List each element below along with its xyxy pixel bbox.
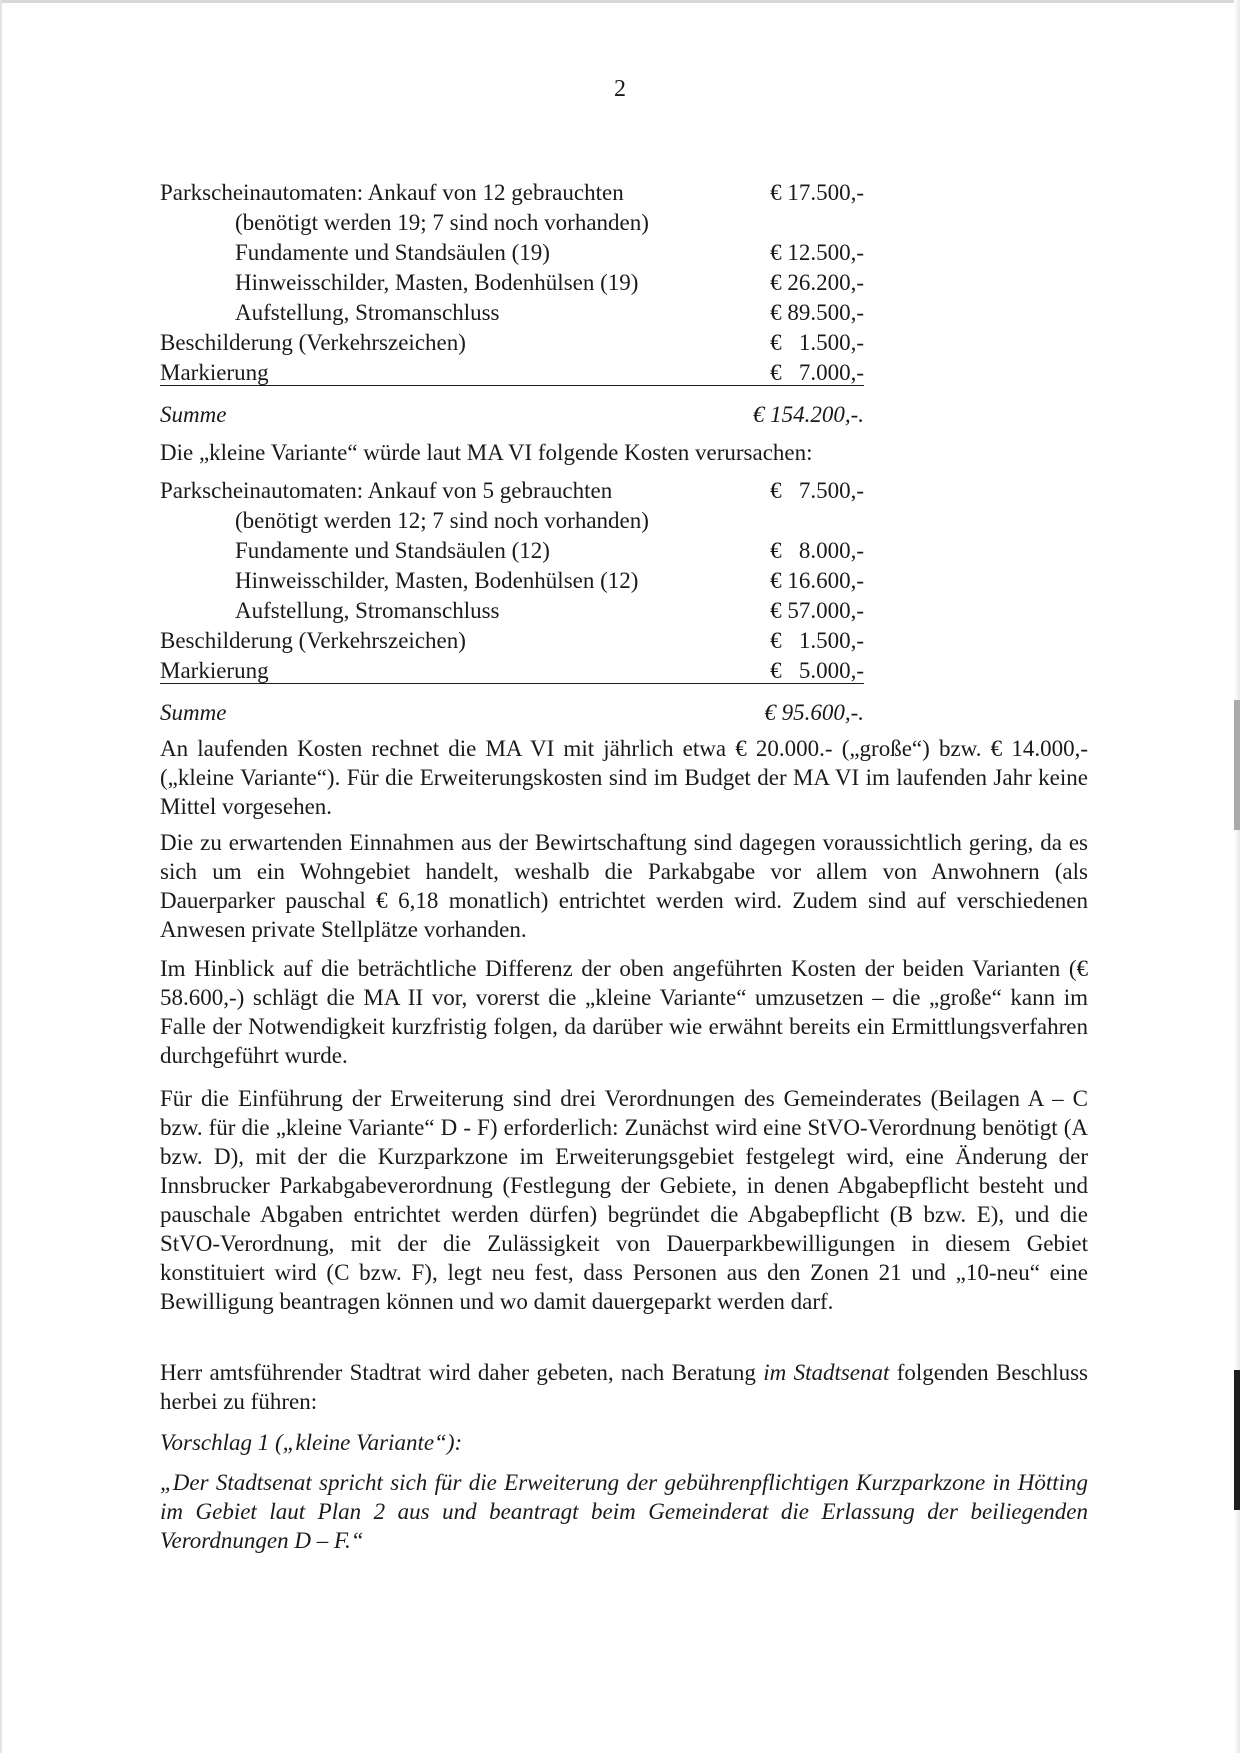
- cost-amount: € 1.500,-: [770, 330, 864, 355]
- cost-amount: € 16.600,-: [770, 568, 864, 593]
- cost-row: [160, 298, 864, 328]
- cost-amount: € 1.500,-: [770, 628, 864, 653]
- paragraph-ordinances: Für die Einführung der Erweiterung sind drei Verordnungen des Gemeinderates (Beilagen A – C bzw. für die „kleine Variante“ D - F) erforderlich: Zunächst wird eine StVO-Verordnung benötigt (A bzw. D), mit der die Kurzparkzone im Erweiterungsgebiet festgelegt wird, eine Änderung der Innsbrucker Parkabgabeverordnung (Festlegung der Gebiete, in denen Abgabepflicht besteht und pauschale Abgaben entrichtet werden dürfen) begründet die Abgabepflicht (B bzw. E), und die StVO-Verordnung, mit der die Zulässigkeit von Dauerparkbewilligungen in diesem Gebiet konstituiert wird (C bzw. F), legt neu fest, dass Personen aus den Zonen 21 und „10-neu“ eine Bewilligung beantragen können und wo damit dauergeparkt werden darf.: [160, 1086, 1088, 1314]
- cost-amount: € 26.200,-: [770, 270, 864, 295]
- paragraph-request: [160, 1358, 1088, 1416]
- intro-small-variant: Die „kleine Variante“ würde laut MA VI folgende Kosten verursachen:: [160, 440, 813, 465]
- cost-label: Markierung: [160, 360, 269, 385]
- cost-row: [160, 656, 864, 686]
- paragraph-difference: Im Hinblick auf die beträchtliche Differenz der oben angeführten Kosten der beiden Varianten (€ 58.600,-) schlägt die MA II vor, vorerst die „kleine Variante“ umzusetzen – die „große“ kann im Falle der Notwendigkeit kurzfristig folgen, da darüber wie erwähnt bereits ein Ermittlungsverfahren durchgeführt wurde.: [160, 956, 1088, 1068]
- cost-label: Markierung: [160, 658, 269, 683]
- proposal-text: „Der Stadtsenat spricht sich für die Erweiterung der gebührenpflichtigen Kurzparkzone in Hötting im Gebiet laut Plan 2 aus und beantragt beim Gemeinderat die Erlassung der beiliegenden Verordnungen D – F.“: [160, 1470, 1088, 1553]
- cost-amount: € 7.000,-: [770, 360, 864, 385]
- cost-label: Beschilderung (Verkehrszeichen): [160, 628, 466, 653]
- request-text: folgenden Beschluss herbei zu führen:: [160, 1360, 1089, 1414]
- sum-label: Summe: [160, 700, 227, 725]
- cost-table-small: [160, 476, 864, 728]
- cost-amount: € 5.000,-: [770, 658, 864, 683]
- paragraph-revenue: Die zu erwartenden Einnahmen aus der Bewirtschaftung sind dagegen voraussichtlich gering, da es sich um ein Wohngebiet handelt, weshalb die Parkabgabe vor allem von Anwohnern (als Dauerparker pauschal € 6,18 monatlich) entrichtet werden wird. Zudem sind auf verschiedenen Anwesen private Stellplätze vorhanden.: [160, 830, 1088, 942]
- sum-rule: [160, 385, 864, 386]
- cost-amount: € 7.500,-: [770, 478, 864, 503]
- cost-row: [160, 238, 864, 268]
- scan-mark: [1234, 700, 1240, 830]
- cost-row: [160, 476, 864, 506]
- cost-row: [160, 506, 864, 536]
- sum-row: [160, 698, 864, 728]
- cost-amount: € 8.000,-: [770, 538, 864, 563]
- sum-label: Summe: [160, 402, 227, 427]
- cost-table-large: [160, 178, 864, 430]
- scan-edge-left: [0, 0, 2, 1753]
- cost-row: [160, 208, 864, 238]
- cost-label: Parkscheinautomaten: Ankauf von 12 gebrauchten: [160, 180, 624, 205]
- scan-mark: [1234, 1370, 1240, 1510]
- sum-rule: [160, 683, 864, 684]
- cost-label: Hinweisschilder, Masten, Bodenhülsen (12): [235, 568, 639, 593]
- cost-row: [160, 626, 864, 656]
- sum-amount: € 95.600,-.: [764, 700, 864, 725]
- request-text: Herr amtsführender Stadtrat wird daher gebeten, nach Beratung: [160, 1360, 764, 1385]
- cost-row: [160, 536, 864, 566]
- cost-label: Hinweisschilder, Masten, Bodenhülsen (19): [235, 270, 639, 295]
- page-number: 2: [614, 76, 626, 102]
- cost-label: Beschilderung (Verkehrszeichen): [160, 330, 466, 355]
- cost-label: Aufstellung, Stromanschluss: [235, 300, 500, 325]
- cost-row: [160, 328, 864, 358]
- cost-row: [160, 358, 864, 388]
- cost-row: [160, 596, 864, 626]
- proposal-heading: Vorschlag 1 („kleine Variante“):: [160, 1430, 463, 1455]
- cost-amount: € 89.500,-: [770, 300, 864, 325]
- cost-row: [160, 268, 864, 298]
- cost-label: Fundamente und Standsäulen (19): [235, 240, 550, 265]
- cost-label: (benötigt werden 19; 7 sind noch vorhanden): [235, 210, 649, 235]
- cost-label: Fundamente und Standsäulen (12): [235, 538, 550, 563]
- request-emphasis: im Stadtsenat: [763, 1360, 890, 1385]
- sum-row: [160, 400, 864, 430]
- cost-row: [160, 178, 864, 208]
- cost-label: (benötigt werden 12; 7 sind noch vorhanden): [235, 508, 649, 533]
- cost-row: [160, 566, 864, 596]
- sum-amount: € 154.200,-.: [752, 402, 864, 427]
- scan-edge-top: [0, 0, 1240, 3]
- cost-amount: € 12.500,-: [770, 240, 864, 265]
- cost-amount: € 17.500,-: [770, 180, 864, 205]
- cost-amount: € 57.000,-: [770, 598, 864, 623]
- cost-label: Parkscheinautomaten: Ankauf von 5 gebrauchten: [160, 478, 613, 503]
- cost-label: Aufstellung, Stromanschluss: [235, 598, 500, 623]
- paragraph-running-costs: An laufenden Kosten rechnet die MA VI mit jährlich etwa € 20.000.- („große“) bzw. € 14.000,- („kleine Variante“). Für die Erweiterungskosten sind im Budget der MA VI im laufenden Jahr keine Mittel vorgesehen.: [160, 736, 1088, 819]
